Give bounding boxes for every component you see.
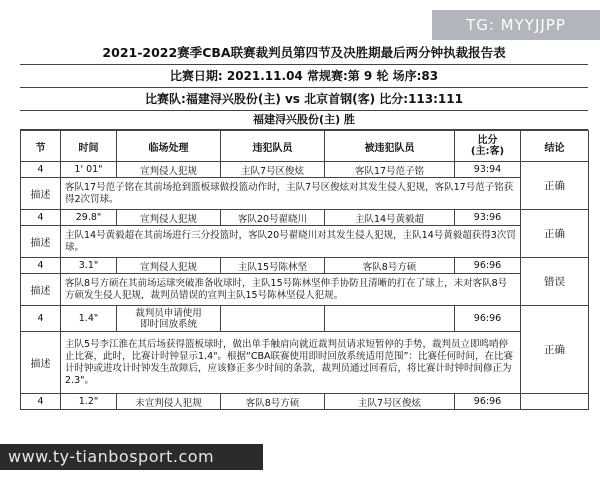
cell-victim: 客队17号范子铭 — [325, 162, 455, 178]
cell-desc-label: 描述 — [21, 274, 61, 306]
cell-offender: 主队15号陈林坚 — [221, 258, 325, 274]
table-row — [21, 210, 589, 226]
cell-conclusion: 错误 — [521, 258, 589, 306]
table-row-description — [21, 226, 589, 258]
table-row-description — [21, 332, 589, 394]
cell-score: 96:96 — [455, 258, 521, 274]
cell-desc: 主队14号黄毅超在其前场进行三分投篮时，客队20号翟晓川对其发生侵人犯规，主队14号黄毅超获得3次罚球。 — [61, 226, 521, 258]
header-conclusion: 结论 — [521, 131, 589, 162]
header-time: 时间 — [61, 131, 117, 162]
cell-desc: 主队5号李江淮在其后场获得篮板球时，做出单手触肩向就近裁判员请求短暂停的手势，裁判员立即鸣哨停止比赛，此时，比赛计时钟显示1.4"。根据“CBA联赛使用即时回放系统适用范围”：比赛任何时间，在比赛计时钟或进攻计时钟发生故障后，应该修正多少时间的条款，裁判员通过回看后，将比赛计时钟时间修正为2.3"。 — [61, 332, 521, 394]
cell-victim — [325, 306, 455, 332]
cell-victim: 主队7号区俊炫 — [325, 394, 455, 410]
cell-score: 96:96 — [455, 306, 521, 332]
table-row — [21, 306, 589, 332]
cell-desc: 客队8号方硕在其前场运球突破准备收球时，主队15号陈林坚伸手协防且清晰的打在了球上，未对客队8号方硕发生侵人犯规，裁判员错误的宣判主队15号陈林坚侵人犯规。 — [61, 274, 521, 306]
calls-table — [20, 130, 589, 410]
cell-time: 1.4" — [61, 306, 117, 332]
table-header-row — [21, 131, 589, 162]
cell-score: 96:96 — [455, 394, 521, 410]
cell-time: 3.1" — [61, 258, 117, 274]
cell-period: 4 — [21, 306, 61, 332]
cell-time: 29.8" — [61, 210, 117, 226]
cell-time: 1.2" — [61, 394, 117, 410]
cell-conclusion: 正确 — [521, 306, 589, 394]
table-row — [21, 162, 589, 178]
table-row — [21, 394, 589, 410]
cell-victim: 主队14号黄毅超 — [325, 210, 455, 226]
cell-offender — [221, 306, 325, 332]
header-call: 临场处理 — [117, 131, 221, 162]
cell-period: 4 — [21, 258, 61, 274]
table-row — [21, 258, 589, 274]
referee-report-sheet — [20, 40, 588, 410]
channel-tag: TG: MYYJJPP — [432, 10, 600, 40]
cell-period: 4 — [21, 394, 61, 410]
cell-period: 4 — [21, 210, 61, 226]
table-row-description — [21, 274, 589, 306]
cell-offender: 客队8号方硕 — [221, 394, 325, 410]
cell-call: 未宣判侵人犯规 — [117, 394, 221, 410]
cell-call: 裁判员申请使用 即时回放系统 — [117, 306, 221, 332]
cell-desc-label: 描述 — [21, 178, 61, 210]
cell-offender: 主队7号区俊炫 — [221, 162, 325, 178]
cell-conclusion: 正确 — [521, 210, 589, 258]
cell-conclusion: 正确 — [521, 162, 589, 210]
cell-desc-label: 描述 — [21, 332, 61, 394]
cell-score: 93:96 — [455, 210, 521, 226]
table-row-description — [21, 178, 589, 210]
match-teams-score: 比赛队:福建浔兴股份(主) vs 北京首钢(客) 比分:113:111 — [20, 88, 588, 111]
match-winner: 福建浔兴股份(主) 胜 — [20, 111, 588, 130]
cell-time: 1' 01" — [61, 162, 117, 178]
cell-offender: 客队20号翟晓川 — [221, 210, 325, 226]
header-victim: 被违犯队员 — [325, 131, 455, 162]
cell-desc-label: 描述 — [21, 226, 61, 258]
cell-desc: 客队17号范子铭在其前场抢到篮板球做投篮动作时，主队7号区俊炫对其发生侵人犯规，客队17号范子铭获得2次罚球。 — [61, 178, 521, 210]
header-score: 比分 (主:客) — [455, 131, 521, 162]
header-period: 节 — [21, 131, 61, 162]
site-watermark: www.ty-tianbosport.com — [0, 444, 263, 470]
cell-call: 宣判侵人犯规 — [117, 210, 221, 226]
cell-call: 宣判侵人犯规 — [117, 162, 221, 178]
cell-conclusion — [521, 394, 589, 410]
cell-score: 93:94 — [455, 162, 521, 178]
cell-period: 4 — [21, 162, 61, 178]
header-offender: 违犯队员 — [221, 131, 325, 162]
report-title: 2021-2022赛季CBA联赛裁判员第四节及决胜期最后两分钟执裁报告表 — [20, 40, 588, 65]
cell-victim: 客队8号方硕 — [325, 258, 455, 274]
cell-call: 宣判侵人犯规 — [117, 258, 221, 274]
match-meta: 比赛日期: 2021.11.04 常规赛:第 9 轮 场序:83 — [20, 65, 588, 88]
